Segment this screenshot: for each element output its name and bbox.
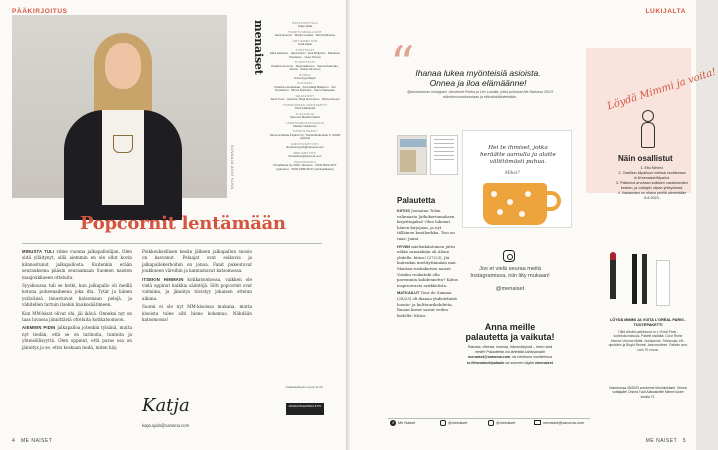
mimmi-figure-icon [635,110,661,150]
product-winners: Numerossa 28/2023 arvoimme Moominkäset. Onnea voittajalle! Onnea Tuuli Alakoskelle! Mimmi lukee sivulla 71. [609,386,687,399]
signature-email[interactable]: katja.ojala@sanoma.com [142,423,190,428]
instagram-handle[interactable]: @menaiset [495,286,525,292]
product-title: LÖYDÄ MIMMI JA VOITA L'ORÉAL PARIS -TUOTEPAKETTI [609,318,687,327]
contest-banner: Löydä Mimmi ja voita! [606,66,718,113]
contest-title: Näin osallistut [618,154,673,163]
masthead-item: RUOKA Anna Kyyröhkytö [294,72,316,80]
divider [22,243,322,244]
column-2 [142,249,252,325]
give-feedback-title: Anna meille palautetta ja vaikuta! [465,322,555,342]
page-number: 4 [12,438,16,444]
product-description: Tällä viikolla palkintona on L'Oréal Paris -tuotekokonaisuus. Paketti sisältää: Color Riche Intense Volume Matte -huulipunan, Telescopic Lift -ripsivärin ja Bright Reveal -kasvovoiteen. Paketin arvo noin 70 euroa. [608,330,688,352]
threads-icon [488,420,494,426]
masthead-logo: menaiset [252,20,265,75]
masthead-item: PÄÄTOIMITTAJA Katja Ojala [292,21,318,29]
give-feedback-text: Ratosta, vihesta, innosta, hämmästystä – kerro sinä meille! Palautteita voi lähettää sähköpostiin menaiset@sanoma.com, tai verkkoon osoitteessa is.fi/menaiset/palaute tai someen tägää #menaiset [467,345,553,365]
magazine-thumbnail [397,135,427,175]
footer-rule [388,418,590,419]
masthead-list [268,22,342,173]
card-text: Hei te ihmiset, jotka heräätte aamulla ja alatte välittömästi puhua. [480,145,556,166]
magazine-name: ME NAISET [645,438,678,444]
quote-attribution: @lomaoloman Instagram -tarvekset Pekka ja Leo Laurilla, jotka puhuivat Me Naisissa 28/23 elämänmuutoksestaan ja elämänkäänteistään. [406,90,554,99]
masthead-item: ILMOITUSMYYNTI ilmoitusmyynti@sanoma.com [286,141,324,150]
footer-threads[interactable]: @menaiset [488,420,515,426]
left-page [0,0,346,450]
instagram-post-card [462,130,572,228]
folio [646,438,686,444]
masthead-item: TOIMITUKSEN ASSISTENTTI Tiina Kalliokoski [282,102,328,111]
magazine-name: ME NAISET [20,438,53,444]
signature: Katja [142,395,190,416]
paragraph: MINUSTA TULI viime vuonna jalkapalloilijan. Olen siitä ylläitynyt, sillä aiemmin en ole ollut kovin kiinnostunut jalkapallosta. Kuitenkin erään seurauksena pääsin seuraamaan Suomen naisten maajoukkueen otteluita. [22,249,132,280]
masthead-item: JULKAISIJA Sanoma Media Finland [290,111,320,120]
letter: HYVIIN mielenkiintoinen juttu nälän sanoinkäin oli Alona yhdelle, kiitos! (27/23). Jäi kuitenkin mietityttämään mm. Mantan ruokakorien naiset. Voisiko ruokatuki olla paremmin kohdennettu? Kiitos inspiroivasta artikkelista. [397,243,458,288]
right-page [350,0,718,450]
folio [12,438,52,444]
masthead-item: ULKOASU Kristiina Liitokankaa · Anni-Maija Mieltinen · Vivi Nordström · Minna Ruohoko · Sanni Vaarasalo [274,81,336,93]
card-subtext: Miksi? [505,171,520,176]
footer-instagram[interactable]: @menaiset [440,420,467,426]
masthead-item: GRAAFIKOT Sami Tuuri · Janniina Tanja Ronnanen · Minna Rovesi [270,93,340,102]
contest-step: 3. Palkinnot arvotaan kaikkien vastanneiden kesken, ja voittajiin ollaan yhteydessä. [616,181,688,190]
feedback-letters [397,208,459,320]
paragraph: Syyskuussa tuli se hetki, kun jalkapallo oli meillä kotona puheenaiheena joka ilta. Tytär ja hänen ystävänsä innostuivat katsomaan pelejä, ja vähitellen tartuin itsekin kaukosäätimeen. [22,283,132,308]
contest-steps [612,166,692,201]
instagram-icon [503,250,515,262]
masthead-item: MEDIAMYYNTI ilmoitukset@sanoma.com [288,150,322,159]
feedback-tag[interactable]: #menaiset [534,360,553,365]
headline: Popcornit lentämään [80,213,286,234]
masthead-item: TOIMITUSPÄÄLLIKÖT Heidi Hoenen · Marjut Lauska · Sari Parkkonen [274,29,336,38]
facebook-icon: f [390,420,396,426]
masthead-item: PAINOPAIKKA PunaMusta Oy 2023, Tampere · ISSN 0023-3277 (painettu) · ISSN 2489-9372 (verkkojulkaisu) [273,159,337,171]
contest-step: 1. Etsi Mimmi. [640,166,664,170]
column-1 [22,249,132,353]
association-badge: AIKAKAUSLEHTIEN LIITTO [286,403,324,415]
quote-mark-icon: “ [390,36,415,92]
masthead-subscription: Asiakaspalvelu ma-pe 8–16 [285,385,323,389]
product-image [602,252,690,312]
contest-step: 4. Vastausten on oltava perillä viimeistään 8.8.2023. [617,191,687,200]
paragraph: AIEMMIN PIDIN jalkapalloa jotenkin tylsänä, mutta nyt tiedän, että se on tarinoita, tunteita ja yhteisöllisyyttä. Olen oppinut, että paras osa on jännitys ja se, ettei koskaan tiedä, miten käy. [22,325,133,350]
masthead-item: LIIKETOIMINTAJOHTAJA Meiden Hukkanen [285,120,325,128]
mail-icon [534,420,541,425]
magazine-thumbnail [430,135,458,175]
instagram-icon [440,420,446,426]
reader-quote: Ihanaa lukea myönteisiä asioista. Onnea ja iloa elämäänne! [415,68,541,88]
instagram-invite: Jos et vielä seuraa meitä Instagramissa, niin liity mukaan! [470,266,550,279]
paragraph: Poikkeuksellisen kesän jälkeen jalkapallon suosio on kasvanut. Pelaajat ovat esikuvia ja jalkapallokerhoihin on jonoa. Fanit pukeutuvat joukkueen väreihin ja kannustavat katsomossa. [142,249,252,274]
masthead-item: TOIMITTAJAT Pauliina Arumoni · Tanja Aaltonen · Sanna Kaarsalo-Ruotsi · Aleksi Hirvonen [271,60,339,72]
paragraph: Suomi ei ole nyt MM-kisoissa mukana, mutta kisoista tulee silti hieno kokemus. Nähdään katsomossa! [142,304,252,323]
feedback-email[interactable]: menaiset@sanoma.com [468,355,511,360]
masthead-item: TUOTTAJAT Elisa Aaltonen · Heidi Helmi · Eva Myllynen · Marianne Rautanen · Vesa Vimma [269,47,341,59]
letter: MATKAILUT Tour de Saimaa (28/23) oli ihanaa yhdistelmää luonto- ja kulttuurikohdetta. Ruuan kuvat saivat veden kielelle! Kiitos. [397,290,457,318]
footer-email[interactable]: menaiset@sanoma.com [534,420,584,425]
footer-facebook[interactable]: f Me Naiset [390,420,415,426]
feedback-title: Palautetta [397,196,436,205]
paragraph: Kun MM-kisat olivat ohi, jäi ikävä. Onneksi nyt on taas luvassa jännittäviä otteluita kotikatsomoon. [22,310,132,323]
photo-credit: KUVAAJA ANNI KUVA [230,145,234,190]
section-label: PÄÄKIRJOITUS [12,8,68,15]
section-label: LUKIJALTA [645,8,686,15]
contest-step: 2. Osallistu kilpailuun netissä osoitteessa is.fi/menaiset/kilpailut. [618,171,686,180]
page-number: 5 [682,438,686,444]
masthead-item: YHTEYSTIEDOT Sanoma Media Finland Oy, Töölönlahdenkatu 2, 00100 Helsinki [269,129,341,141]
letter: KIITOS Joonatan Tolan valinnasta Jatkokertomuksen kirjoittajaksi! Olen lukenut hänen kirjojaan, ja nyt tälläinen kesäherkku. Tosi on taas! Janni [397,208,455,241]
editor-photo [12,15,227,198]
paragraph: ITSEKIN HIMMAIN kotikatsomossa, vaikken ole vielä oppinut kaikkia sääntöjä. Silti popcornit ovat valmiina, ja jännitys tiivistyy jokaisen ottelun aikana. [142,276,252,301]
mug-illustration [483,183,547,225]
masthead-item: ART DIRECTOR Jutta Aaltio [292,38,318,47]
feedback-url[interactable]: is.fi/menaiset/palaute [467,360,505,365]
